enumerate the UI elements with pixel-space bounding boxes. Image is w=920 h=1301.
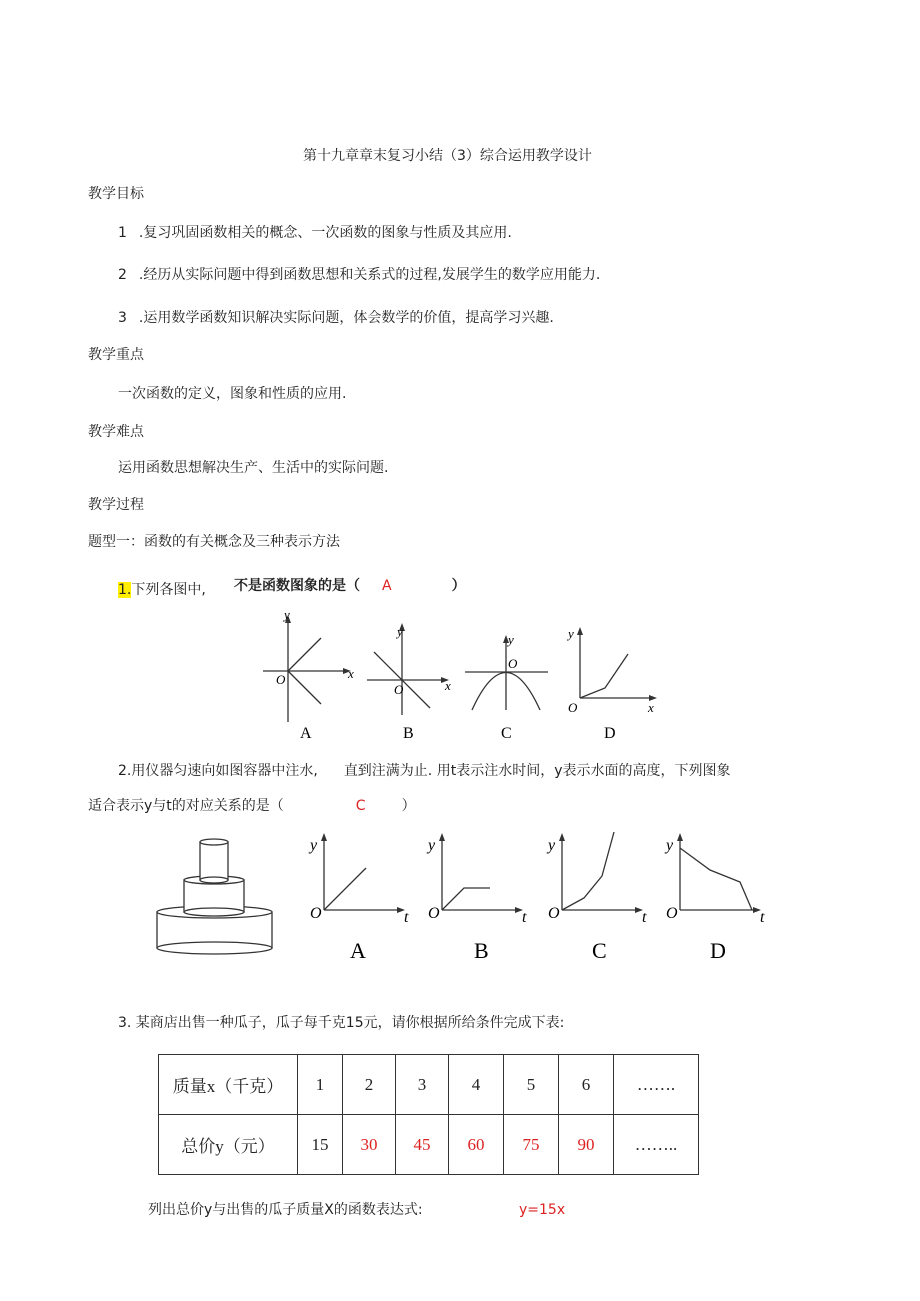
- q2-d-origin: O: [666, 905, 678, 922]
- q2-text-c: 适合表示y与t的对应关系的是（: [88, 798, 284, 814]
- q1-graph-d: [560, 610, 660, 745]
- q2-d-label: D: [710, 938, 726, 963]
- q2-close: ）: [401, 798, 416, 814]
- q1-number: 1.: [118, 582, 132, 598]
- q2-graph-a: [300, 828, 420, 968]
- mass-cell: 2: [343, 1055, 396, 1115]
- q2-b-origin: O: [428, 905, 440, 922]
- q2-b-y-label: y: [428, 837, 436, 854]
- q1-d-x-label: x: [648, 700, 654, 715]
- q2-c-origin: O: [548, 905, 560, 922]
- q1-d-origin: O: [568, 700, 578, 715]
- q2-line1: [118, 762, 731, 780]
- q2-b-x-label: t: [522, 909, 527, 926]
- q1-answer: A: [382, 578, 392, 594]
- goal-text: .经历从实际问题中得到函数思想和关系式的过程,发展学生的数学应用能力.: [138, 267, 601, 283]
- mass-cell: 3: [396, 1055, 449, 1115]
- q1-b-origin: O: [394, 682, 404, 697]
- q1-c-origin: O: [508, 656, 518, 671]
- q1-b-y-label: y: [397, 624, 403, 639]
- price-answer-cell: 45: [396, 1115, 449, 1175]
- q2-a-origin: O: [310, 905, 322, 922]
- q2-d-y-label: y: [666, 837, 674, 854]
- q1-question: [234, 577, 466, 595]
- goal-item: [118, 309, 554, 327]
- q2-c-label: C: [592, 938, 607, 963]
- goal-item: [118, 224, 512, 242]
- q2-a-label: A: [350, 938, 366, 963]
- q1-c-label: C: [501, 725, 512, 742]
- q2-b-label: B: [474, 938, 489, 963]
- q2-graph-b: [418, 828, 538, 968]
- goal-number: 3: [118, 310, 127, 326]
- key-heading: 教学重点: [88, 347, 144, 363]
- q3-text: 3. 某商店出售一种瓜子，瓜子每千克15元，请你根据所给条件完成下表:: [118, 1015, 565, 1031]
- price-answer-cell: 90: [559, 1115, 614, 1175]
- difficulty-heading: 教学难点: [88, 424, 144, 440]
- row-header-mass: 质量x（千克）: [159, 1055, 298, 1115]
- q1-text: 下列各图中,: [131, 582, 206, 598]
- goals-heading: 教学目标: [88, 186, 144, 202]
- q3-expr-answer: y=15x: [519, 1202, 566, 1218]
- mass-cell: …….: [614, 1055, 699, 1115]
- q1-graph-c: [460, 610, 560, 745]
- table-row: [159, 1115, 699, 1175]
- page-title: 第十九章章末复习小结（3）综合运用教学设计: [303, 148, 592, 164]
- q1-c-y-label: y: [508, 632, 514, 647]
- q1-graph-b: [362, 610, 462, 745]
- price-table: [158, 1054, 699, 1175]
- q1-a-label: A: [300, 725, 312, 742]
- key-text: 一次函数的定义，图象和性质的应用.: [118, 386, 347, 402]
- container-illustration: [152, 832, 277, 957]
- q2-c-x-label: t: [642, 909, 647, 926]
- price-answer-cell: 75: [504, 1115, 559, 1175]
- price-cell: 15: [298, 1115, 343, 1175]
- q1-d-label: D: [604, 725, 616, 742]
- goal-item: [118, 266, 600, 284]
- q3-expr-prompt: 列出总价y与出售的瓜子质量X的函数表达式:: [148, 1202, 423, 1218]
- mass-cell: 5: [504, 1055, 559, 1115]
- q1-line: [118, 581, 206, 599]
- q2-a-x-label: t: [404, 909, 409, 926]
- q2-text-b: 直到注满为止. 用t表示注水时间，y表示水面的高度，下列图象: [343, 763, 731, 779]
- q2-c-y-label: y: [548, 837, 556, 854]
- price-answer-cell: 60: [449, 1115, 504, 1175]
- goal-number: 2: [118, 267, 127, 283]
- process-heading: 教学过程: [88, 497, 144, 513]
- q1-d-y-label: y: [568, 626, 574, 641]
- q1-b-x-label: x: [445, 678, 451, 693]
- type1-heading: 题型一：函数的有关概念及三种表示方法: [88, 534, 340, 550]
- q1-a-origin: O: [276, 672, 286, 687]
- q2-answer: C: [355, 798, 366, 814]
- mass-cell: 1: [298, 1055, 343, 1115]
- q2-line2: [88, 797, 416, 815]
- q2-d-x-label: t: [760, 909, 765, 926]
- goal-text: .运用数学函数知识解决实际问题，体会数学的价值，提高学习兴趣.: [138, 310, 554, 326]
- q2-a-y-label: y: [310, 837, 318, 854]
- difficulty-text: 运用函数思想解决生产、生活中的实际问题.: [118, 460, 389, 476]
- q1-question-text: 不是函数图象的是（: [234, 578, 360, 594]
- goal-text: .复习巩固函数相关的概念、一次函数的图象与性质及其应用.: [138, 225, 512, 241]
- q1-close: ）: [451, 578, 466, 594]
- q1-a-y-label: y: [284, 610, 290, 622]
- mass-cell: 6: [559, 1055, 614, 1115]
- q1-a-x-label: x: [348, 666, 354, 681]
- table-row: [159, 1055, 699, 1115]
- q2-graph-d: [656, 828, 776, 968]
- price-cell: ……..: [614, 1115, 699, 1175]
- mass-cell: 4: [449, 1055, 504, 1115]
- goal-number: 1: [118, 225, 127, 241]
- q2-graph-c: [538, 828, 658, 968]
- q1-b-label: B: [403, 725, 414, 742]
- q1-graph-a: [258, 610, 358, 745]
- price-answer-cell: 30: [343, 1115, 396, 1175]
- row-header-price: 总价y（元）: [159, 1115, 298, 1175]
- q2-text-a: 2.用仪器匀速向如图容器中注水,: [118, 763, 318, 779]
